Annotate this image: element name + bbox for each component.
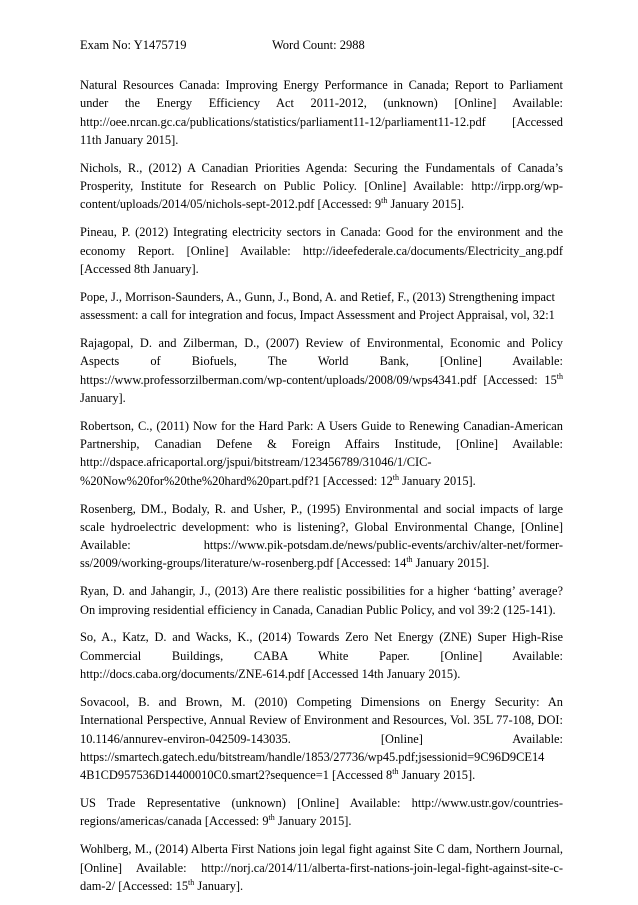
reference-entry [80, 794, 563, 831]
reference-list [80, 76, 563, 905]
reference-text: US Trade Representative (unknown) [Online] Available: http://www.ustr.gov/countries-regions/americas/canada [Accessed: 9 [80, 796, 563, 829]
reference-text: January 2015]. [387, 197, 465, 212]
reference-text: Ryan, D. and Jahangir, J., (2013) Are there realistic possibilities for a higher ‘batting’ average? On improving residential efficiency in Canada, Canadian Public Policy, and vol 39:2 (125-141). [80, 584, 563, 617]
reference-text: Wohlberg, M., (2014) Alberta First Nations join legal fight against Site C dam, Northern Journal, [Online] Available: http://norj.ca/2014/11/alberta-first-nations-join-legal-fight-against-site-c-dam-2/ [Accessed: 15 [80, 842, 563, 893]
reference-text: Nichols, R., (2012) A Canadian Priorities Agenda: Securing the Fundamentals of Canada’s Prosperity, Institute for Research on Public Policy. [Online] Available: http://irpp.org/wp-content/uploads/2014/05/nichols-sept-2012.pdf [Accessed: 9 [80, 160, 563, 212]
reference-text: So, A., Katz, D. and Wacks, K., (2014) Towards Zero Net Energy (ZNE) Super High-Rise Commercial Buildings, CABA White Paper. [Online] Available: http://docs.caba.org/documents/ZNE-614.pdf [Accessed 14th January 2015). [80, 630, 563, 682]
reference-entry [80, 159, 563, 214]
reference-entry [80, 334, 563, 407]
reference-text: Rajagopal, D. and Zilberman, D., (2007) Review of Environmental, Economic and Policy Aspects of Biofuels, The World Bank, [Online] Available: https://www.professorzilberman.com/wp-content/uploads/2008/09/wps4341.pdf [Accessed: 15 [80, 335, 563, 387]
exam-number: Exam No: Y1475719 [80, 38, 187, 52]
page-header [80, 38, 365, 53]
ordinal-suffix: th [188, 877, 195, 887]
reference-text: Sovacool, B. and Brown, M. (2010) Competing Dimensions on Energy Security: An International Perspective, Annual Review of Environment and Resources, Vol. 35L 77-108, DOI: 10.1146/annurev-environ-042509-143035. [Online] Available: https://smartech.gatech.edu/bitstream/handle/1853/27736/wp45.pdf;jsessionid=9C96D9CE14 4B1CD957536D14400010C0.smart2?sequence=1 [Accessed 8 [80, 694, 563, 783]
ordinal-suffix: th [556, 371, 563, 381]
reference-text: January 2015]. [398, 768, 476, 783]
reference-entry [80, 628, 563, 683]
ordinal-suffix: th [392, 472, 400, 482]
word-count: Word Count: 2988 [272, 38, 365, 52]
reference-entry [80, 693, 563, 784]
reference-entry [80, 500, 563, 573]
ordinal-suffix: th [392, 767, 399, 777]
reference-entry [80, 76, 563, 149]
reference-text: Pineau, P. (2012) Integrating electricity sectors in Canada: Good for the environment and the economy Report. [Online] Available: http://ideefederale.ca/documents/Electricity_ang.pdf [Accessed 8th January]. [80, 225, 563, 276]
reference-entry [80, 417, 563, 490]
reference-text: January 2015]. [399, 473, 476, 488]
reference-text: Rosenberg, DM., Bodaly, R. and Usher, P., (1995) Environmental and social impacts of large scale hydroelectric development: who is listening?, Global Environmental Change, [Online] Available: https://www.pik-potsdam.de/news/public-events/archiv/alter-net/former-ss/2009/working-groups/literature/w-rosenberg.pdf [Accessed: 14 [80, 501, 563, 571]
reference-text: Robertson, C., (2011) Now for the Hard Park: A Users Guide to Renewing Canadian-American Partnership, Canadian Defene & Foreign Affairs Institude, [Online] Available: http://dspace.africaportal.org/jspui/bitstream/123456789/31046/1/CIC-%20Now%20for%20the%20hard%20part.pdf?1 [Accessed: 12 [80, 418, 563, 488]
ordinal-suffix: th [381, 196, 388, 206]
reference-text: January]. [194, 878, 244, 893]
reference-text: January 2015]. [412, 556, 490, 571]
reference-entry [80, 582, 563, 619]
reference-entry [80, 288, 563, 325]
reference-text: January 2015]. [274, 814, 352, 829]
reference-text: Pope, J., Morrison-Saunders, A., Gunn, J., Bond, A. and Retief, F., (2013) Strengthening impact assessment: a call for integration and focus, Impact Assessment and Project Appraisal, vol, 32:1 [80, 289, 555, 323]
ordinal-suffix: th [268, 813, 275, 823]
reference-text: Natural Resources Canada: Improving Energy Performance in Canada; Report to Parliament under the Energy Efficiency Act 2011-2012, (unknown) [Online] Available: http://oee.nrcan.gc.ca/publications/statistics/parliament11-12/parliament11-12.pdf [Accessed 11th January 2015]. [80, 78, 563, 147]
ordinal-suffix: th [406, 555, 413, 565]
reference-entry [80, 840, 563, 895]
reference-entry [80, 223, 563, 278]
reference-text: January]. [80, 390, 126, 405]
